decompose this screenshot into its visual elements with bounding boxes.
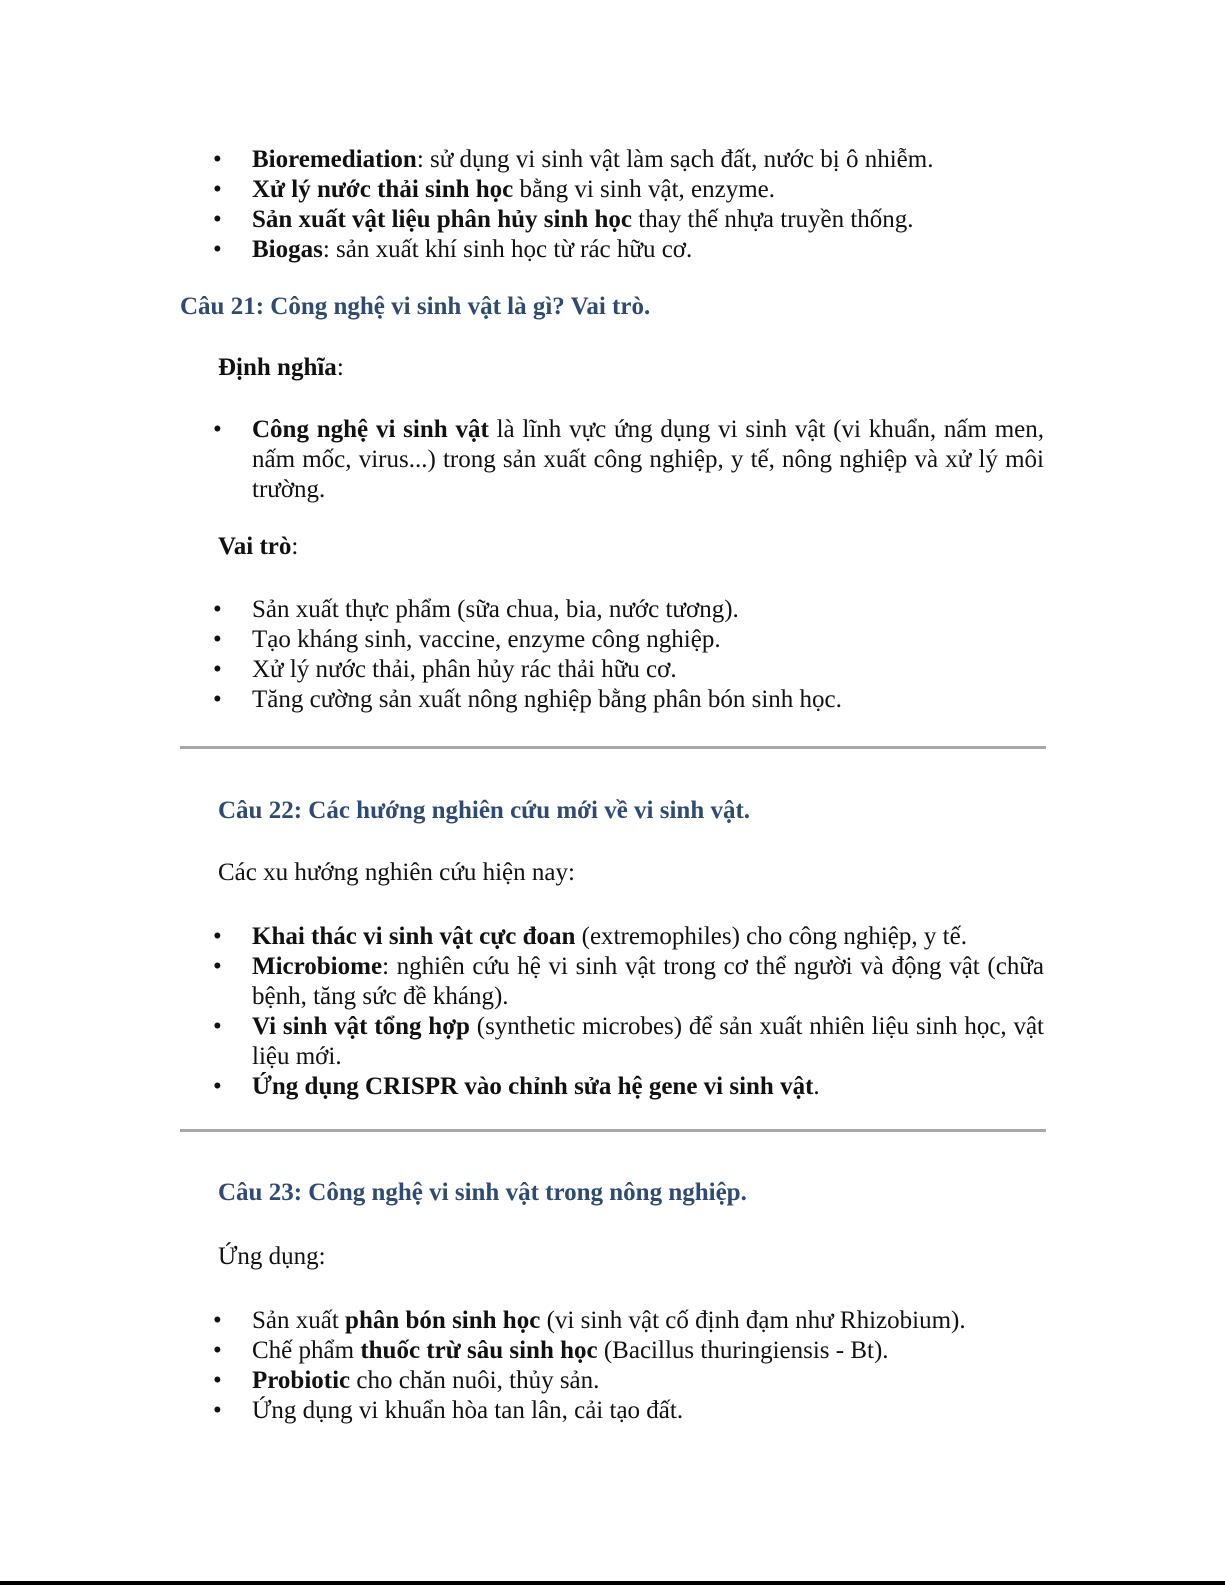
list-item — [180, 145, 1046, 175]
list-item: • Sản xuất thực phẩm (sữa chua, bia, nước tương). — [180, 595, 1046, 625]
definition-label-block — [218, 353, 344, 383]
bold-term: Probiotic — [252, 1367, 351, 1394]
item-text: : sản xuất khí sinh học từ rác hữu cơ. — [322, 236, 693, 263]
q21-heading-block — [180, 292, 1046, 322]
item-text: (extremophiles) cho công nghiệp, y tế. — [575, 923, 967, 950]
list-item — [180, 1366, 1046, 1396]
definition-label: Định nghĩa — [218, 354, 337, 381]
list-item — [180, 415, 1044, 505]
page-bottom-border — [0, 1581, 1225, 1585]
list-item — [180, 235, 1046, 265]
item-prefix: Chế phẩm — [252, 1337, 361, 1364]
q22-intro-block — [218, 858, 575, 888]
item-text: (vi sinh vật cố định đạm như Rhizobium). — [540, 1307, 966, 1334]
item-text: Ứng dụng vi khuẩn hòa tan lân, cải tạo đất. — [252, 1397, 684, 1424]
role-list-block — [180, 595, 1046, 715]
item-text: . — [813, 1073, 820, 1100]
bold-term: phân bón sinh học — [345, 1307, 541, 1334]
list-item — [180, 1012, 1044, 1072]
q22-intro-text: Các xu hướng nghiên cứu hiện nay: — [218, 859, 575, 886]
bold-term: Microbiome — [252, 953, 383, 980]
q22-list-block — [180, 922, 1044, 1102]
bold-term: Khai thác vi sinh vật cực đoan — [252, 923, 576, 950]
list-item — [180, 922, 1044, 952]
q22-heading-block — [218, 796, 1046, 826]
research-trends-list — [180, 922, 1044, 1102]
bold-term: Sản xuất vật liệu phân hủy sinh học — [252, 206, 633, 233]
section-heading-q21: Câu 21: Công nghệ vi sinh vật là gì? Vai trò. — [180, 293, 651, 320]
bullet-list-environment — [180, 145, 1046, 265]
bold-term: Công nghệ vi sinh vật — [252, 416, 489, 443]
role-colon: : — [291, 533, 299, 560]
item-prefix: Sản xuất — [252, 1307, 346, 1334]
bold-term: Bioremediation — [252, 146, 417, 173]
item-text: cho chăn nuôi, thủy sản. — [350, 1367, 600, 1394]
bold-term: Ứng dụng CRISPR vào chỉnh sửa hệ gene vi sinh vật — [252, 1073, 814, 1100]
item-text: là lĩnh vực ứng dụng vi sinh vật (vi khuẩn, nấm men, nấm mốc, virus...) trong sản xuất công nghiệp, y tế, nông nghiệp và xử lý môi trường. — [252, 416, 1044, 503]
role-label-block — [218, 532, 298, 562]
role-label: Vai trò — [218, 533, 292, 560]
item-text: : sử dụng vi sinh vật làm sạch đất, nước bị ô nhiễm. — [416, 146, 934, 173]
bold-term: Biogas — [252, 236, 323, 263]
definition-list — [180, 415, 1044, 505]
role-list — [180, 595, 1046, 715]
item-text: (synthetic microbes) để sản xuất nhiên liệu sinh học, vật liệu mới. — [252, 1013, 1045, 1070]
bold-term: Xử lý nước thải sinh học — [252, 176, 514, 203]
section-heading-q23: Câu 23: Công nghệ vi sinh vật trong nông nghiệp. — [218, 1179, 747, 1206]
q23-list-block — [180, 1306, 1046, 1426]
q23-intro-text: Ứng dụng: — [218, 1243, 326, 1270]
list-item — [180, 175, 1046, 205]
list-item: • Xử lý nước thải, phân hủy rác thải hữu cơ. — [180, 655, 1046, 685]
definition-colon: : — [336, 354, 344, 381]
horizontal-divider — [180, 746, 1046, 749]
list-item — [180, 1306, 1046, 1336]
agriculture-applications-list — [180, 1306, 1046, 1426]
list-item — [180, 1336, 1046, 1366]
list-item — [180, 952, 1044, 1012]
horizontal-divider — [180, 1129, 1046, 1132]
item-text: (Bacillus thuringiensis - Bt). — [597, 1337, 889, 1364]
bold-term: thuốc trừ sâu sinh học — [360, 1337, 598, 1364]
q23-intro-block — [218, 1242, 326, 1272]
list-item: • Tạo kháng sinh, vaccine, enzyme công nghiệp. — [180, 625, 1046, 655]
bold-term: Vi sinh vật tổng hợp — [252, 1013, 470, 1040]
list-item — [180, 205, 1046, 235]
list-item: • Tăng cường sản xuất nông nghiệp bằng phân bón sinh học. — [180, 685, 1046, 715]
q23-heading-block — [218, 1178, 1046, 1208]
item-text: thay thế nhựa truyền thống. — [632, 206, 914, 233]
definition-list-block — [180, 415, 1044, 505]
item-text: bằng vi sinh vật, enzyme. — [513, 176, 776, 203]
top-list-block — [180, 145, 1046, 265]
section-heading-q22: Câu 22: Các hướng nghiên cứu mới về vi sinh vật. — [218, 797, 751, 824]
item-text: : nghiên cứu hệ vi sinh vật trong cơ thể người và động vật (chữa bệnh, tăng sức đề kháng). — [252, 953, 1044, 1010]
list-item — [180, 1396, 1046, 1426]
list-item — [180, 1072, 1044, 1102]
